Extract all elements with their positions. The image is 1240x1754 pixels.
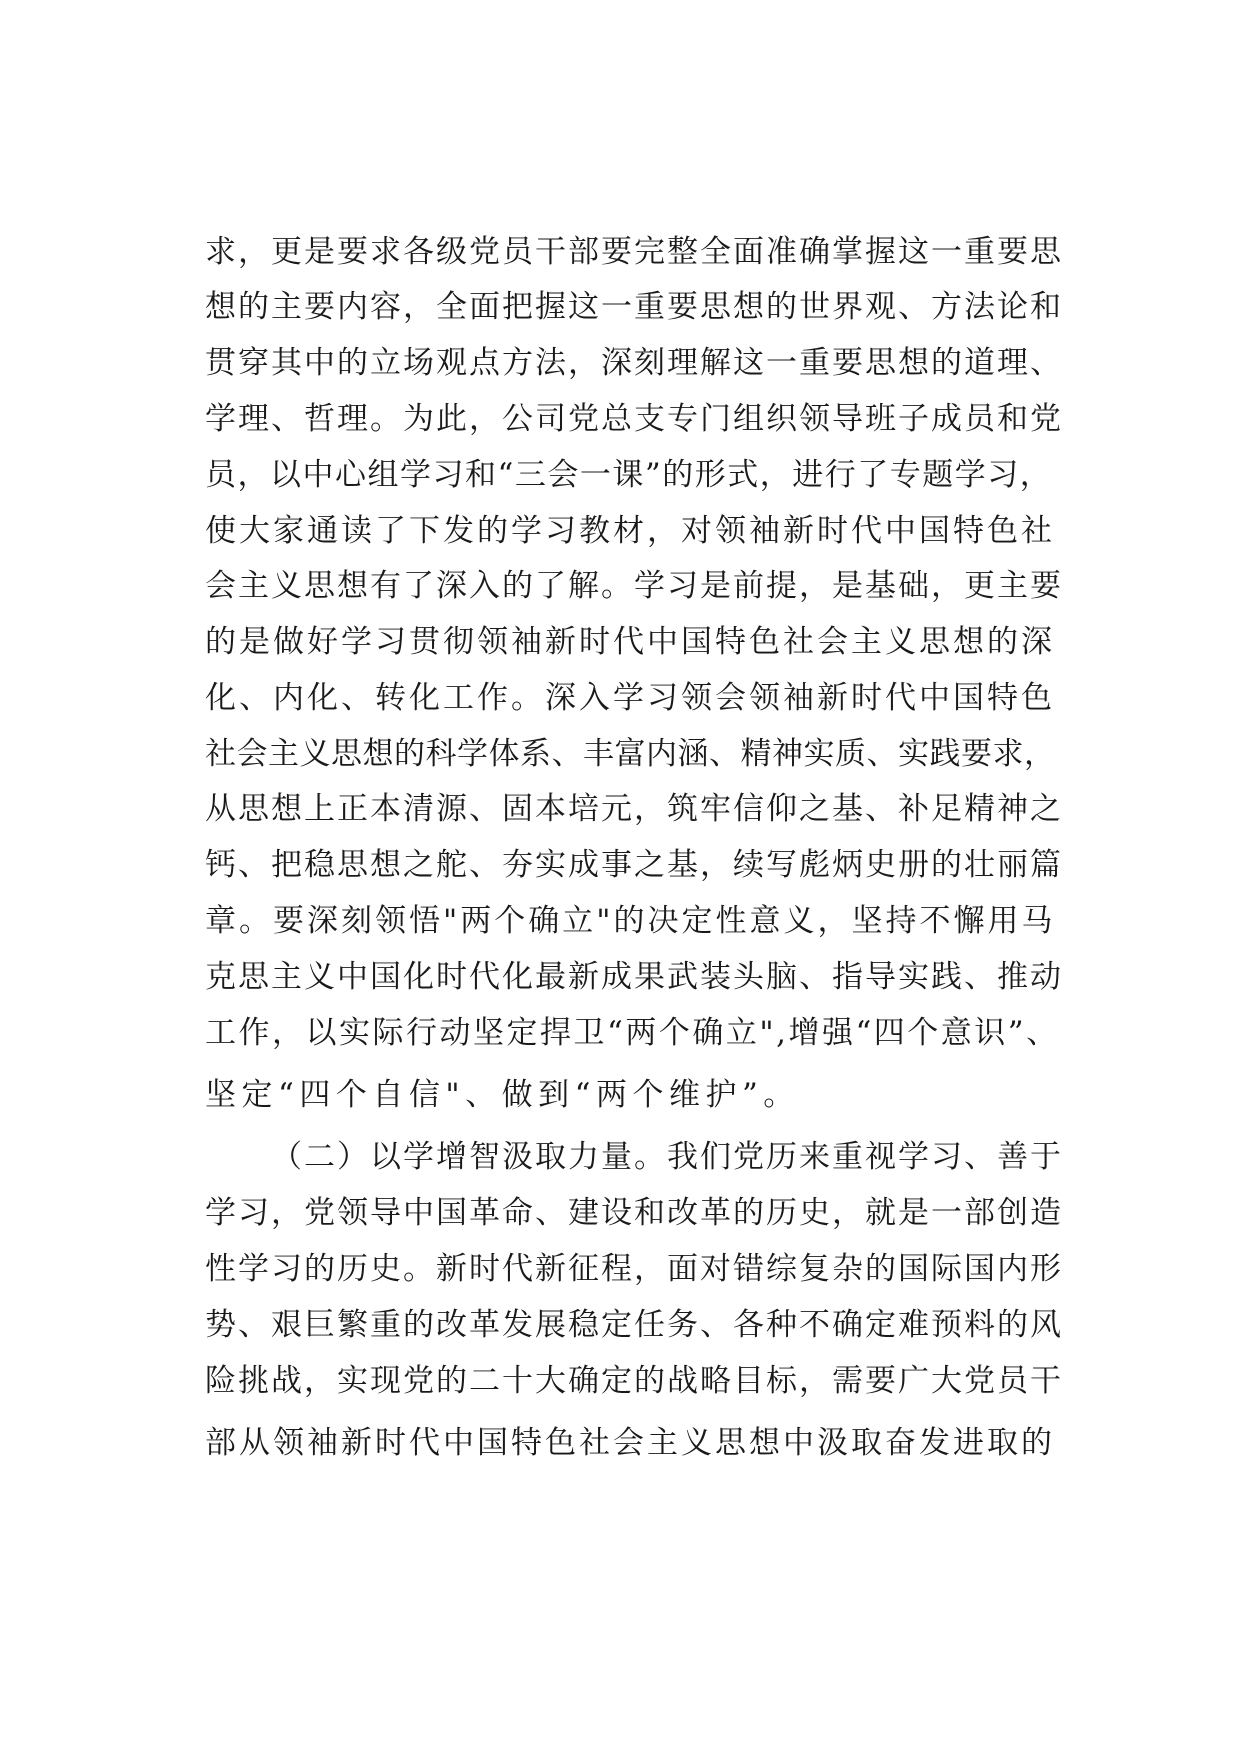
text-line-18: 学习，党领导中国革命、建设和改革的历史，就是一部创造 [205, 1195, 1063, 1231]
text-line-6: 使大家通读了下发的学习教材，对领袖新时代中国特色社 [205, 513, 1055, 549]
text-line-11: 从思想上正本清源、固本培元，筑牢信仰之基、补足精神之 [205, 791, 1063, 827]
text-line-8: 的是做好学习贯彻领袖新时代中国特色社会主义思想的深 [205, 624, 1055, 660]
text-line-2: 想的主要内容，全面把握这一重要思想的世界观、方法论和 [205, 289, 1063, 325]
text-line-4: 学理、哲理。为此，公司党总支专门组织领导班子成员和党 [205, 401, 1063, 437]
text-line-13: 章。要深刻领悟"两个确立"的决定性意义，坚持不懈用马 [205, 903, 1056, 939]
text-line-16: 坚定“四个自信"、做到“两个维护”。 [205, 1077, 800, 1113]
text-line-9: 化、内化、转化工作。深入学习领会领袖新时代中国特色 [205, 680, 1055, 716]
text-line-14: 克思主义中国化时代化最新成果武装头脑、指导实践、推动 [205, 959, 1063, 995]
text-line-22: 部从领袖新时代中国特色社会主义思想中汲取奋发进取的 [205, 1425, 1055, 1461]
text-line-1: 求，更是要求各级党员干部要完整全面准确掌握这一重要思 [205, 234, 1063, 270]
text-line-21: 险挑战，实现党的二十大确定的战略目标，需要广大党员干 [205, 1363, 1063, 1399]
text-line-19: 性学习的历史。新时代新征程，面对错综复杂的国际国内形 [205, 1251, 1063, 1287]
paragraph-heading-line: （二）以学增智汲取力量。我们党历来重视学习、善于 [271, 1139, 1063, 1175]
text-line-3: 贯穿其中的立场观点方法，深刻理解这一重要思想的道理、 [205, 345, 1063, 381]
text-line-7: 会主义思想有了深入的了解。学习是前提，是基础，更主要 [205, 568, 1063, 604]
text-line-15: 工作，以实际行动坚定捍卫“两个确立",增强“四个意识”、 [205, 1015, 1060, 1051]
text-line-20: 势、艰巨繁重的改革发展稳定任务、各种不确定难预料的风 [205, 1307, 1063, 1343]
text-line-5: 员，以中心组学习和“三会一课”的形式，进行了专题学习， [205, 457, 1053, 493]
text-line-12: 钙、把稳思想之舵、夯实成事之基，续写彪炳史册的壮丽篇 [205, 847, 1063, 883]
text-line-10: 社会主义思想的科学体系、丰富内涵、精神实质、实践要求， [205, 736, 1056, 772]
